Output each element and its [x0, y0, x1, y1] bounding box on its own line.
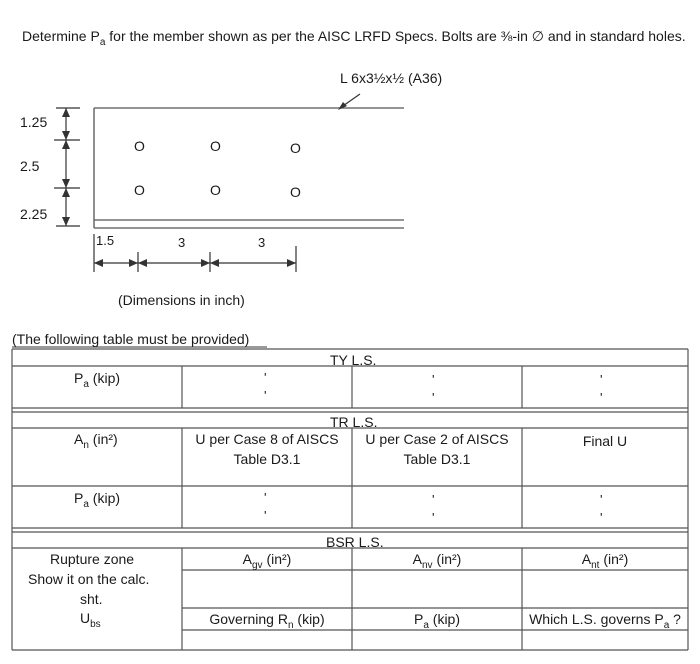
- bsr-ant-main: A: [581, 551, 592, 567]
- bsr-which-end: ?: [669, 611, 681, 627]
- tr-pa-label-main: P: [74, 490, 84, 506]
- bsr-ant-label: [522, 551, 688, 571]
- bsr-anv-sub: nv: [422, 559, 433, 571]
- horizontal-dim-1: 1.5: [96, 233, 115, 248]
- bolt-hole-r2c1: O: [134, 182, 145, 198]
- bsr-pa-unit: (kip): [428, 611, 461, 627]
- bsr-governing-unit: (kip): [293, 611, 325, 627]
- bsr-anv-label: [352, 551, 522, 571]
- ty-mark-5: ': [600, 372, 603, 387]
- bsr-pa-sub: a: [423, 619, 429, 631]
- statement-text-b: for the member shown as per the AISC LRFD Specs. Bolts are ⅜-in ∅ and in standard holes.: [105, 28, 686, 44]
- horizontal-dim-3: 3: [258, 235, 266, 250]
- tr-mark-1: ': [264, 490, 267, 505]
- tr-case2-line2: Table D3.1: [403, 451, 471, 467]
- bsr-agv-main: A: [242, 551, 252, 567]
- bolt-hole-r1c3: O: [290, 140, 301, 156]
- bsr-governing-rn-label: [182, 611, 352, 631]
- ty-pa-label-unit: (kip): [88, 370, 121, 386]
- tr-ls-title: TR L.S.: [330, 414, 378, 430]
- bsr-which-ls-governs: [522, 611, 688, 631]
- ty-mark-6: ': [600, 390, 603, 405]
- ty-mark-3: ': [432, 372, 435, 387]
- tr-mark-5: ': [600, 492, 603, 507]
- tr-an-label-sub: n: [83, 439, 89, 451]
- tr-mark-2: ': [264, 508, 267, 523]
- bsr-which-sub: a: [663, 619, 670, 631]
- tr-mark-6: ': [600, 510, 603, 525]
- tr-mark-3: ': [432, 492, 435, 507]
- bsr-rupture-line1: Rupture zone: [50, 551, 135, 567]
- ty-mark-1: ': [264, 370, 267, 385]
- tr-final-u: Final U: [582, 433, 628, 449]
- vertical-dim-1: 1.25: [20, 114, 48, 130]
- bsr-anv-main: A: [412, 551, 422, 567]
- tr-pa-label: [74, 490, 120, 510]
- vertical-dim-2: 2.5: [20, 158, 40, 174]
- tr-an-label: [74, 431, 118, 451]
- bsr-rupture-line3: sht.: [80, 591, 103, 607]
- statement-text-a: Determine P: [22, 28, 100, 44]
- bsr-which-main: Which L.S. governs P: [529, 611, 664, 627]
- units-note: (Dimensions in inch): [118, 292, 245, 308]
- bsr-agv-sub: gv: [252, 559, 263, 571]
- statement-sub: a: [99, 36, 106, 48]
- ty-pa-label-main: P: [74, 370, 84, 386]
- tr-pa-label-unit: (kip): [88, 490, 121, 506]
- ty-mark-4: ': [432, 390, 435, 405]
- bsr-ubs-sub: bs: [90, 618, 101, 630]
- bolt-hole-r2c3: O: [290, 184, 301, 200]
- bsr-agv-label: [182, 551, 352, 571]
- tr-an-label-main: A: [74, 431, 84, 447]
- tr-an-label-unit: (in²): [88, 431, 118, 447]
- bsr-governing-main: Governing R: [209, 611, 288, 627]
- ty-pa-label: [74, 370, 120, 390]
- bsr-pa-main: P: [413, 611, 424, 627]
- ty-mark-2: ': [264, 388, 267, 403]
- bsr-rupture-line2: Show it on the calc.: [28, 571, 150, 587]
- bsr-pa-label: [352, 611, 522, 631]
- table-note: (The following table must be provided): [12, 331, 250, 347]
- bsr-ubs-main: U: [80, 610, 91, 626]
- bsr-ant-unit: (in²): [599, 551, 629, 567]
- bolt-hole-r2c2: O: [210, 182, 221, 198]
- vertical-dim-3: 2.25: [20, 206, 48, 222]
- bsr-agv-unit: (in²): [262, 551, 292, 567]
- bsr-ls-title: BSR L.S.: [326, 534, 384, 550]
- bsr-ant-sub: nt: [591, 559, 600, 571]
- bsr-governing-sub: n: [287, 619, 294, 631]
- bsr-anv-unit: (in²): [432, 551, 462, 567]
- tr-case8-line2: Table D3.1: [233, 451, 301, 467]
- tr-case8-line1: U per Case 8 of AISCS: [195, 431, 339, 447]
- horizontal-dim-2: 3: [178, 235, 186, 250]
- tr-mark-4: ': [432, 510, 435, 525]
- tr-case2-line1: U per Case 2 of AISCS: [365, 431, 509, 447]
- bolt-hole-r1c2: O: [210, 138, 221, 154]
- tr-pa-label-sub: a: [83, 498, 89, 510]
- section-label: L 6x3½x½ (A36): [340, 70, 443, 86]
- ty-pa-label-sub: a: [83, 378, 89, 390]
- bolt-hole-r1c1: O: [134, 138, 145, 154]
- bsr-ubs-label: [80, 610, 101, 630]
- ty-ls-title: TY L.S.: [330, 352, 377, 368]
